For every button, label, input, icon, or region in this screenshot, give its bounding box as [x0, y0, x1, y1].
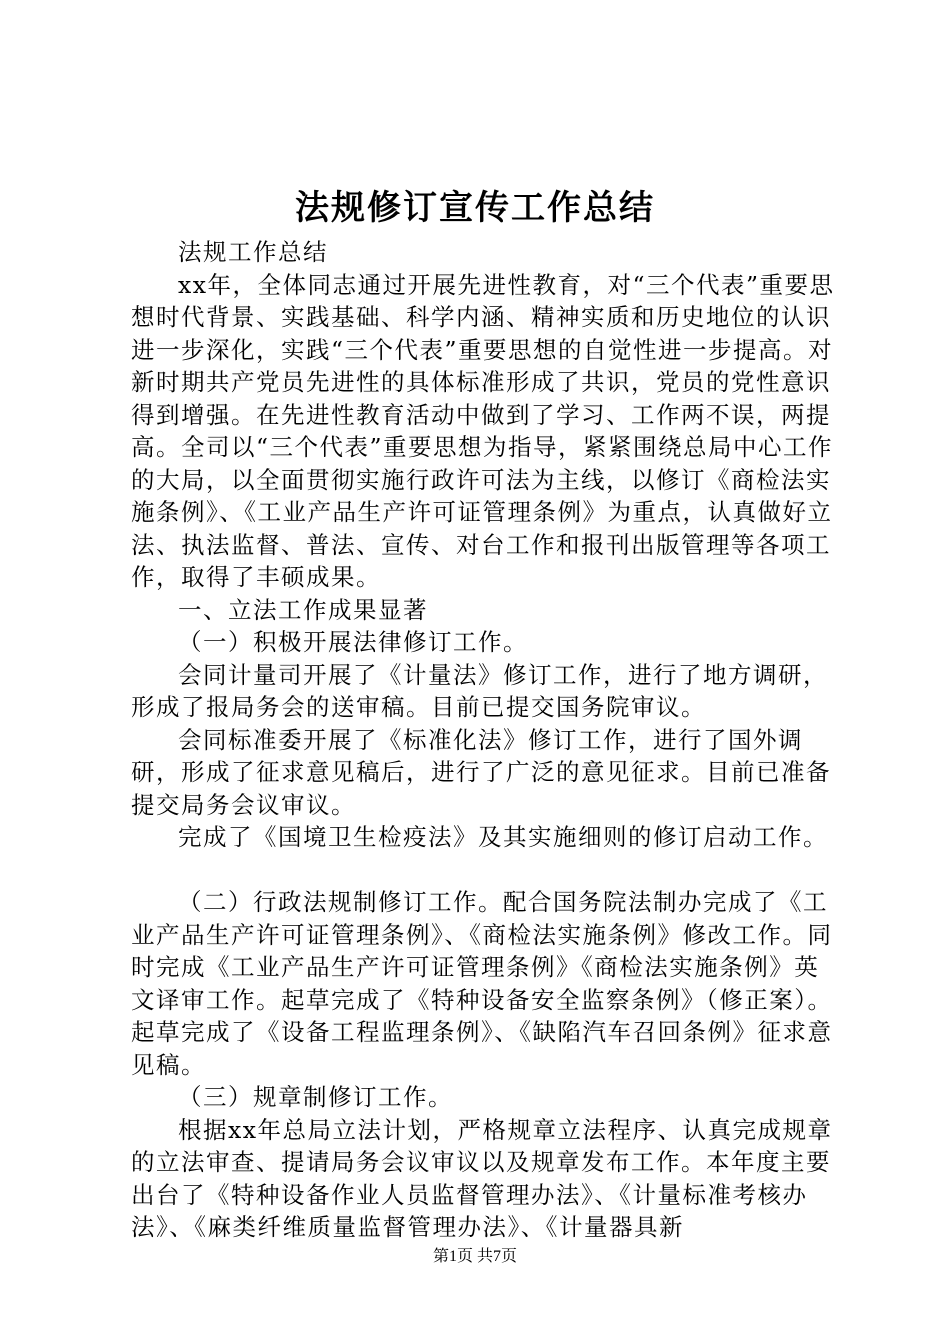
- paragraph: 会同计量司开展了《计量法》修订工作，进行了地方调研，形成了报局务会的送审稿。目前已提交国务院审议。: [131, 660, 828, 721]
- subsection-heading: （一）积极开展法律修订工作。: [178, 628, 528, 656]
- paragraph: 根据xx年总局立法计划，严格规章立法程序、认真完成规章的立法审查、提请局务会议审议以及规章发布工作。本年度主要出台了《特种设备作业人员监督管理办法》、《计量标准考核办法》、《麻类纤维质量监督管理办法》、《计量器具新: [131, 1115, 833, 1241]
- subsection-heading: （三）规章制修订工作。: [178, 1083, 453, 1111]
- paragraph: （二）行政法规制修订工作。配合国务院法制办完成了《工业产品生产许可证管理条例》、《商检法实施条例》修改工作。同时完成《工业产品生产许可证管理条例》《商检法实施条例》英文译审工作。起草完成了《特种设备安全监察条例》（修正案）。起草完成了《设备工程监理条例》、《缺陷汽车召回条例》征求意见稿。: [131, 888, 833, 1079]
- paragraph: 完成了《国境卫生检疫法》及其实施细则的修订启动工作。: [178, 823, 828, 851]
- page-footer: 第1页 共7页: [432, 1248, 517, 1265]
- document-body: [131, 236, 843, 1244]
- paragraph: 会同标准委开展了《标准化法》修订工作，进行了国外调研，形成了征求意见稿后，进行了广泛的意见征求。目前已准备提交局务会议审议。: [131, 725, 831, 819]
- document-title: 法规修订宣传工作总结: [295, 188, 655, 228]
- paragraph: 法规工作总结: [178, 238, 328, 266]
- section-heading: 一、立法工作成果显著: [178, 595, 428, 624]
- paragraph: xx年，全体同志通过开展先进性教育，对“三个代表”重要思想时代背景、实践基础、科学内涵、精神实质和历史地位的认识进一步深化，实践“三个代表”重要思想的自觉性进一步提高。对新时期共产党员先进性的具体标准形成了共识，党员的党性意识得到增强。在先进性教育活动中做到了学习、工作两不误，两提高。全司以“三个代表”重要思想为指导，紧紧围绕总局中心工作的大局，以全面贯彻实施行政许可法为主线，以修订《商检法实施条例》、《工业产品生产许可证管理条例》为重点，认真做好立法、执法监督、普法、宣传、对台工作和报刊出版管理等各项工作，取得了丰硕成果。: [131, 270, 835, 591]
